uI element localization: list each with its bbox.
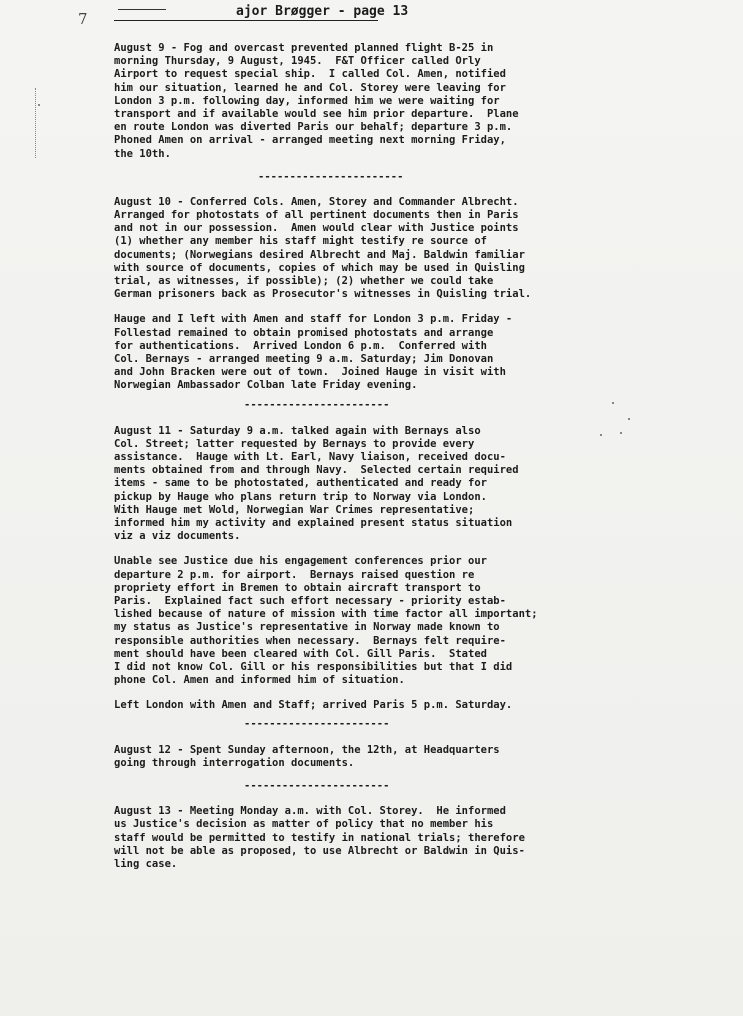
corner-mark: 7 xyxy=(78,10,88,28)
text-line: August 10 - Conferred Cols. Amen, Storey and Commander Albrecht. xyxy=(114,195,519,208)
top-rule xyxy=(118,9,166,10)
text-line: will not be able as proposed, to use Albrecht or Baldwin in Quis- xyxy=(114,844,525,857)
text-line: Airport to request special ship. I called Col. Amen, notified xyxy=(114,68,506,81)
text-line: and John Bracken were out of town. Joined Hauge in visit with xyxy=(114,366,506,379)
entry-august-10-continued xyxy=(114,313,714,392)
text-line: departure 2 p.m. for airport. Bernays raised question re xyxy=(114,568,475,581)
text-line: assistance. Hauge with Lt. Earl, Navy liaison, received docu- xyxy=(114,451,506,464)
text-line: en route London was diverted Paris our behalf; departure 3 p.m. xyxy=(114,121,513,134)
text-line: Follestad remained to obtain promised photostats and arrange xyxy=(114,326,494,339)
text-line: transport and if available would see him prior departure. Plane xyxy=(114,107,519,120)
text-line: Paris. Explained fact such effort necessary - priority estab- xyxy=(114,594,506,607)
entry-august-10 xyxy=(114,196,714,302)
text-line: my status as Justice's representative in Norway made known to xyxy=(114,621,500,634)
text-line: viz a viz documents. xyxy=(114,530,241,543)
entry-august-13 xyxy=(114,805,714,871)
body-text xyxy=(114,42,714,871)
separator-line: ----------------------- xyxy=(244,398,390,411)
text-line: items - same to be photostated, authenticated and ready for xyxy=(114,477,487,490)
text-line: August 12 - Spent Sunday afternoon, the 12th, at Headquarters xyxy=(114,743,500,756)
text-line: trial, as witnesses, if possible); (2) whether we could take xyxy=(114,275,494,287)
text-line: Hauge and I left with Amen and staff for London 3 p.m. Friday - xyxy=(114,313,513,326)
text-line: the 10th. xyxy=(114,147,171,160)
text-line: going through interrogation documents. xyxy=(114,756,355,769)
text-line: phone Col. Amen and informed him of situation. xyxy=(114,674,405,687)
text-line: Phoned Amen on arrival - arranged meeting next morning Friday, xyxy=(114,134,506,147)
entry-august-9 xyxy=(114,42,714,161)
text-line: German prisoners back as Prosecutor's witnesses in Quisling trial. xyxy=(114,288,532,301)
text-line: and not in our possession. Amen would clear with Justice points xyxy=(114,222,519,235)
text-line: him our situation, learned he and Col. Storey were leaving for xyxy=(114,81,506,94)
text-line: Col. Street; latter requested by Bernays to provide every xyxy=(114,437,475,450)
text-line: responsible authorities when necessary. Bernays felt require- xyxy=(114,634,506,647)
text-line: lished because of nature of mission with time factor all important; xyxy=(114,608,538,621)
text-line: Norwegian Ambassador Colban late Friday evening. xyxy=(114,379,418,392)
margin-marks xyxy=(35,88,40,158)
text-line: propriety effort in Bremen to obtain aircraft transport to xyxy=(114,581,481,594)
text-line: Unable see Justice due his engagement conferences prior our xyxy=(114,555,487,568)
text-line: August 9 - Fog and overcast prevented planned flight B-25 in xyxy=(114,42,494,54)
text-line: August 11 - Saturday 9 a.m. talked again with Bernays also xyxy=(114,424,481,437)
text-line: with source of documents, copies of which may be used in Quisling xyxy=(114,261,525,274)
text-line: (1) whether any member his staff might testify re source of xyxy=(114,235,487,248)
header-underline xyxy=(114,20,378,21)
text-line: ments obtained from and through Navy. Selected certain required xyxy=(114,464,519,477)
text-line: London 3 p.m. following day, informed him we were waiting for xyxy=(114,94,500,107)
text-line: Col. Bernays - arranged meeting 9 a.m. Saturday; Jim Donovan xyxy=(114,352,494,365)
text-line: August 13 - Meeting Monday a.m. with Col. Storey. He informed xyxy=(114,805,506,818)
entry-left-london xyxy=(114,699,714,712)
speck xyxy=(38,104,40,106)
separator-line: ----------------------- xyxy=(258,170,404,183)
text-line: With Hauge met Wold, Norwegian War Crimes representative; xyxy=(114,503,475,516)
text-line: documents; (Norwegians desired Albrecht and Maj. Baldwin familiar xyxy=(114,248,525,261)
text-line: for authentications. Arrived London 6 p.m. Conferred with xyxy=(114,339,487,352)
text-line: Arranged for photostats of all pertinent documents then in Paris xyxy=(114,209,519,222)
text-line: morning Thursday, 9 August, 1945. F&T Officer called Orly xyxy=(114,55,481,68)
text-line: ling case. xyxy=(114,857,178,870)
separator-line: ----------------------- xyxy=(244,780,390,792)
text-line: I did not know Col. Gill or his responsibilities but that I did xyxy=(114,660,513,673)
text-line: us Justice's decision as matter of policy that no member his xyxy=(114,818,494,831)
page-header: ajor Brøgger - page 13 xyxy=(236,4,409,19)
entry-august-11 xyxy=(114,425,714,544)
text-line: Left London with Amen and Staff; arrived Paris 5 p.m. Saturday. xyxy=(114,699,513,712)
text-line: informed him my activity and explained present status situation xyxy=(114,517,513,529)
text-line: ment should have been cleared with Col. Gill Paris. Stated xyxy=(114,647,487,660)
separator-line: ----------------------- xyxy=(244,718,390,731)
entry-august-12 xyxy=(114,744,714,770)
text-line: pickup by Hauge who plans return trip to Norway via London. xyxy=(114,490,487,503)
text-line: staff would be permitted to testify in national trials; therefore xyxy=(114,831,525,844)
entry-august-11-continued xyxy=(114,555,714,687)
